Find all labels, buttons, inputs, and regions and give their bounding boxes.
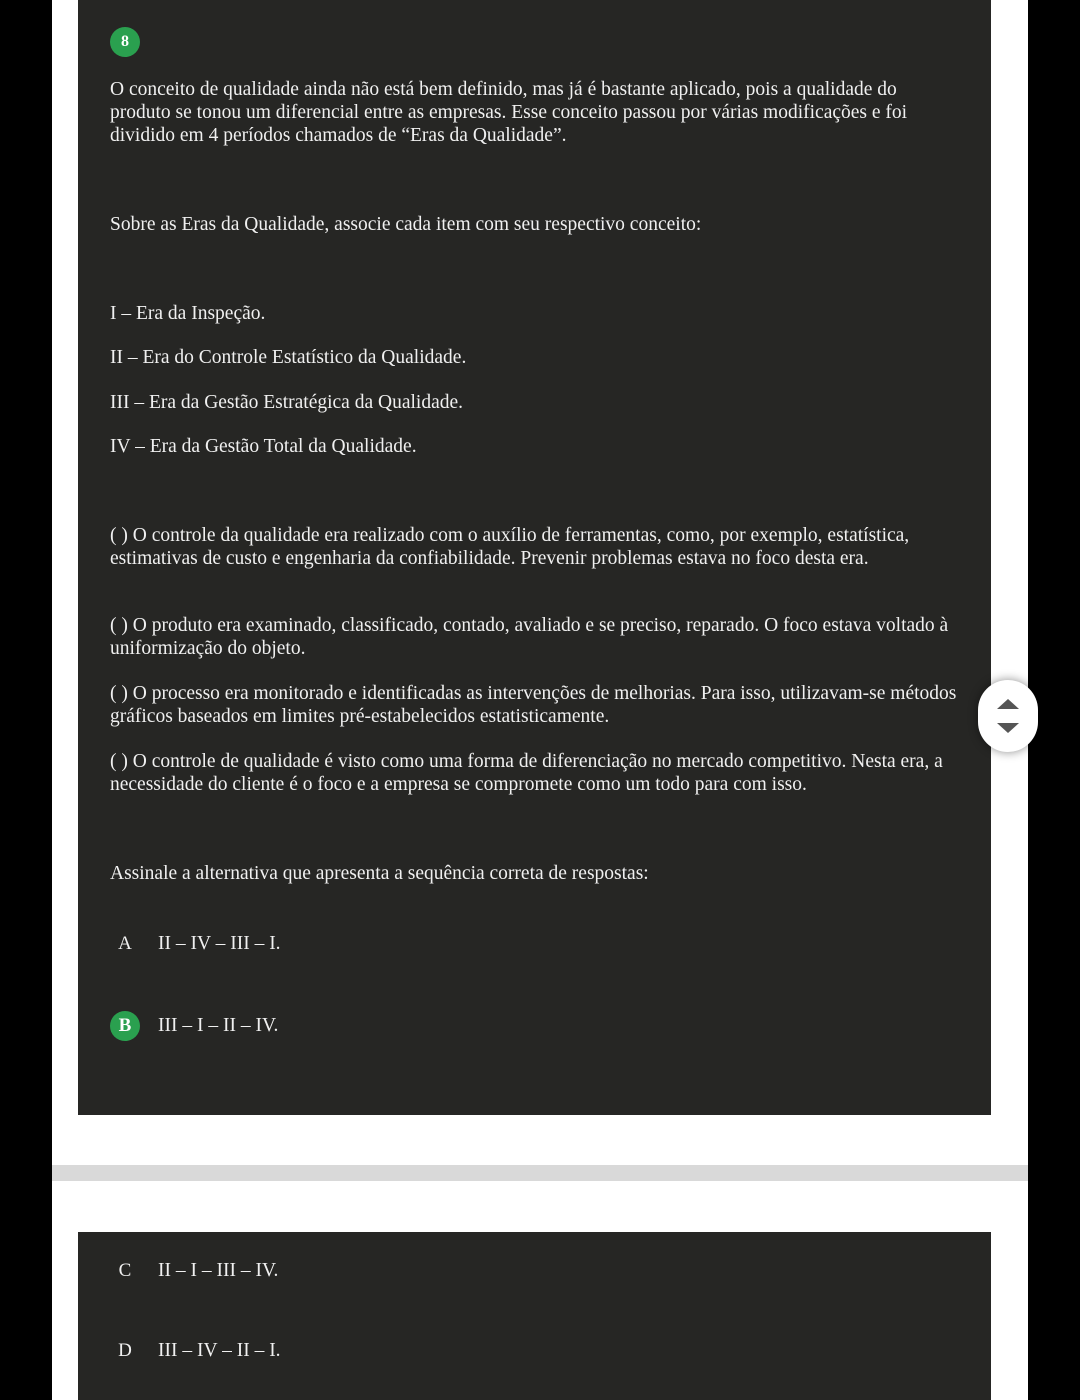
- option-text-b: III – I – II – IV.: [158, 1015, 279, 1036]
- option-b[interactable]: [110, 1011, 278, 1041]
- era-item-4: IV – Era da Gestão Total da Qualidade.: [110, 436, 417, 457]
- option-text-a: II – IV – III – I.: [158, 933, 281, 954]
- era-item-2: II – Era do Controle Estatístico da Qualidade.: [110, 347, 467, 368]
- option-letter-d: D: [118, 1340, 132, 1361]
- era-item-1: I – Era da Inspeção.: [110, 303, 266, 324]
- answer-prompt: Assinale a alternativa que apresenta a sequência correta de respostas:: [110, 863, 649, 884]
- statement-2: ( ) O produto era examinado, classificado, contado, avaliado e se preciso, reparado. O foco estava voltado à uniformização do objeto.: [110, 615, 949, 659]
- option-text-c: II – I – III – IV.: [158, 1260, 279, 1281]
- option-d[interactable]: [110, 1336, 281, 1366]
- option-text-d: III – IV – II – I.: [158, 1340, 281, 1361]
- scroll-control: [978, 680, 1038, 752]
- question-number-badge: 8: [110, 27, 140, 57]
- statement-1: ( ) O controle da qualidade era realizado com o auxílio de ferramentas, como, por exemplo, estatística, estimativas de custo e engenharia da confiabilidade. Prevenir problemas estava no foco desta era.: [110, 525, 910, 569]
- option-a[interactable]: [110, 929, 281, 959]
- question-instruction: Sobre as Eras da Qualidade, associe cada item com seu respectivo conceito:: [110, 214, 702, 235]
- option-letter-a: A: [118, 933, 132, 954]
- chevron-up-icon[interactable]: [997, 699, 1019, 709]
- option-letter-c: C: [118, 1260, 132, 1281]
- era-item-3: III – Era da Gestão Estratégica da Qualidade.: [110, 392, 463, 413]
- chevron-down-icon[interactable]: [997, 723, 1019, 733]
- option-c[interactable]: [110, 1256, 278, 1286]
- statement-4: ( ) O controle de qualidade é visto como uma forma de diferenciação no mercado competitivo. Nesta era, a necessidade do cliente é o foco e a empresa se compromete como um todo para com isso.: [110, 751, 943, 795]
- option-letter-b: B: [110, 1011, 140, 1041]
- section-divider: [52, 1165, 1028, 1181]
- statement-3: ( ) O processo era monitorado e identificadas as intervenções de melhorias. Para isso, utilizavam-se métodos gráficos baseados em limites pré-estabelecidos estatisticamente.: [110, 683, 957, 727]
- question-intro: O conceito de qualidade ainda não está bem definido, mas já é bastante aplicado, pois a qualidade do produto se tonou um diferencial entre as empresas. Esse conceito passou por várias modificações e foi dividido em 4 períodos chamados de “Eras da Qualidade”.: [110, 79, 908, 146]
